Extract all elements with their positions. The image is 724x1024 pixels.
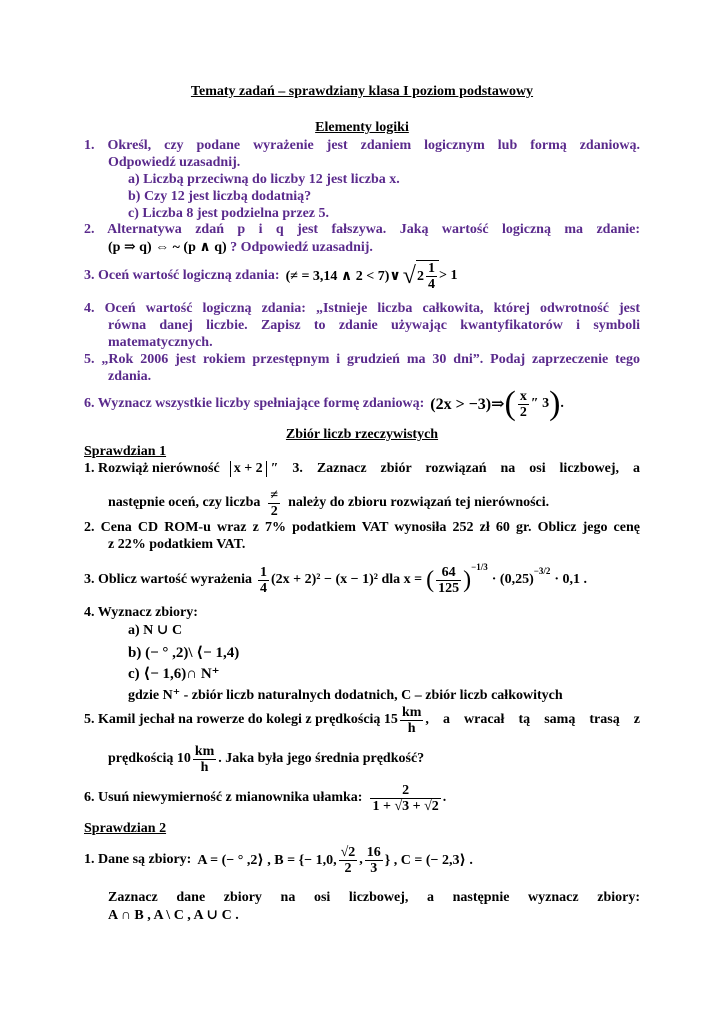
s2-q1-frac-b <box>365 845 383 876</box>
q3-text: 3. Oceń wartość logiczną zdania: <box>84 268 280 283</box>
s1-q5-unit <box>400 705 423 736</box>
s1-q5-line2 <box>108 741 424 777</box>
s1-q1-line1 <box>84 461 640 477</box>
q3-frac-den: 4 <box>427 277 435 292</box>
s1-q1b-pre: następnie oceń, czy liczba <box>108 495 261 510</box>
sqrt-sign: √ <box>402 262 416 289</box>
q4-line2: równa danej liczbie. Zapisz to zdanie używając kwantyfikatorów i symboli <box>108 318 640 333</box>
s2-q1-setC: } , C = (− 2,3⟩ . <box>384 852 473 868</box>
s1-q3-frac1-num: 1 <box>259 564 267 580</box>
s1-q3-tail: · (0,25) <box>491 572 534 587</box>
s1-q3-end: · 0,1 . <box>554 572 588 587</box>
s2-q1-line2: Zaznacz dane zbiory na osi liczbowej, a następnie wyznacz zbiory: <box>108 890 640 905</box>
q5-line2: zdania. <box>108 369 152 384</box>
section-title-logic: Elementy logiki <box>315 120 409 135</box>
q6-fraction <box>518 389 529 420</box>
s1-q1b-fraction <box>268 488 280 519</box>
q6-rest: ″ 3 <box>530 396 550 411</box>
s1-q3-paren-open: ( <box>426 566 435 593</box>
s1-q6-den: 1 + √3 + √2 <box>372 798 439 814</box>
s1-q5b-post: . Jaka była jego średnia prędkość? <box>218 751 425 766</box>
s1-q5-unit-den: h <box>407 720 416 736</box>
s1-q3-frac2-num: 64 <box>436 565 461 581</box>
q1-item-b: b) Czy 12 jest liczbą dodatnią? <box>128 189 312 204</box>
q3-expr: (≠ = 3,14 ∧ 2 < 7)∨ <box>285 268 401 284</box>
s1-q3-exp1: −1/3 <box>471 562 488 572</box>
s1-q3-frac2-den: 125 <box>438 580 460 596</box>
s1-q4-item-c: c) ⟨− 1,6)∩ N⁺ <box>128 666 220 682</box>
s1-q6-pre: 6. Usuń niewymierność z mianownika ułamka: <box>84 790 363 805</box>
s1-q6-fraction <box>370 783 440 814</box>
s1-q4-line: 4. Wyznacz zbiory: <box>84 605 198 620</box>
s1-q1-abs: x + 2 <box>230 461 267 477</box>
s1-q5-post: , a wracał tą samą trasą z <box>425 712 640 727</box>
s2-q1-comma: , <box>359 852 363 867</box>
s2-q1-line3: A ∩ B , A \ C , A ∪ C . <box>108 908 239 923</box>
q1-item-c: c) Liczba 8 jest podzielna przez 5. <box>128 206 330 221</box>
s1-q5b-unit-den: h <box>200 759 209 775</box>
s2-q1-line1 <box>84 838 473 882</box>
q6-expr: (2x > −3)⇒ <box>430 396 505 413</box>
q6-frac-num: x <box>519 388 527 404</box>
s1-q3-paren-close: ) <box>463 566 472 593</box>
s1-q3-line <box>84 558 587 602</box>
s1-q6-line <box>84 778 446 818</box>
q1-line2: Odpowiedź uzasadnij. <box>108 155 241 170</box>
s1-q3-pre: 3. Oblicz wartość wyrażenia <box>84 572 252 587</box>
q4-line3: matematycznych. <box>108 335 213 350</box>
q4-line1: 4. Oceń wartość logiczną zdania: „Istnieje liczba całkowita, której odwrotność jest <box>84 301 640 316</box>
s1-q1b-den: 2 <box>270 503 278 519</box>
q6-text: 6. Wyznacz wszystkie liczby spełniające formę zdaniową: <box>84 396 425 411</box>
s1-q2-line1: 2. Cena CD ROM-u wraz z 7% podatkiem VAT wynosiła 252 zł 60 gr. Oblicz jego cenę <box>84 520 640 535</box>
q2-line1: 2. Alternatywa zdań p i q jest fałszywa. Jaką wartość logiczną ma zdanie: <box>84 222 640 237</box>
s1-q5-unit-num: km <box>401 704 422 720</box>
q3-fraction <box>426 261 437 292</box>
q2-question: ? Odpowiedź uzasadnij. <box>226 240 373 255</box>
q6-paren-open: ( <box>504 385 516 422</box>
q6-paren-close: ) <box>549 385 561 422</box>
s1-q2-line2: z 22% podatkiem VAT. <box>108 537 246 552</box>
s1-q1b-post: należy do zbioru rozwiązań tej nierówności. <box>288 495 550 510</box>
s1-q4-item-b: b) (− ° ,2)\ ⟨− 1,4) <box>128 645 240 661</box>
q3-frac-num: 1 <box>427 261 435 276</box>
s1-q5-line1 <box>84 702 640 738</box>
s2-q1-frac-b-den: 3 <box>370 860 378 876</box>
document-title: Tematy zadań – sprawdziany klasa I poziom podstawowy <box>190 84 534 99</box>
s1-q5b-unit-num: km <box>194 743 215 759</box>
s2-q1-frac-a-num: √2 <box>340 844 356 860</box>
q6-end: . <box>560 396 564 411</box>
s1-q6-end: . <box>442 790 447 805</box>
q1-item-a: a) Liczbą przeciwną do liczby 12 jest liczba x. <box>128 172 400 187</box>
s2-q1-frac-a-den: 2 <box>344 860 352 876</box>
s1-q4-note: gdzie N⁺ - zbiór liczb naturalnych dodatnich, C – zbiór liczb całkowitych <box>128 688 563 703</box>
s1-q5b-unit <box>193 744 216 775</box>
s2-q1-frac-b-num: 16 <box>366 844 381 860</box>
s1-q1b-num: ≠ <box>270 487 279 503</box>
s1-q3-frac1-den: 4 <box>259 580 267 596</box>
s1-q6-num: 2 <box>370 783 440 799</box>
s1-q1-post: ″ 3. Zaznacz zbiór rozwiązań na osi liczbowej, a <box>270 461 640 476</box>
q5-line1: 5. „Rok 2006 jest rokiem przestępnym i grudzień ma 30 dni”. Podaj zaprzeczenie tego <box>84 352 640 367</box>
s1-q3-frac2 <box>436 565 461 596</box>
s1-q4-item-a: a) N ∪ C <box>128 623 183 638</box>
s2-q1-frac-a <box>339 845 358 876</box>
q3-line <box>84 258 457 294</box>
s2-q1-pre: 1. Dane są zbiory: <box>84 852 192 867</box>
s1-q5b-pre: prędkością 10 <box>108 751 191 766</box>
section-title-real-numbers: Zbiór liczb rzeczywistych <box>285 427 439 442</box>
s1-q1-line2 <box>108 486 549 520</box>
q3-radicand <box>416 260 439 292</box>
s2-q1-setA: A = (− ° ,2⟩ , B = {− 1,0, <box>197 852 337 868</box>
q3-int: 2 <box>416 268 424 284</box>
sprawdzian-1-label: Sprawdzian 1 <box>84 444 167 459</box>
q3-rest: > 1 <box>438 268 458 283</box>
s1-q3-frac1 <box>258 565 269 596</box>
s1-q3-exp2: −3/2 <box>533 566 551 576</box>
q6-frac-den: 2 <box>519 404 527 420</box>
s1-q3-mid: (2x + 2)² − (x − 1)² dla x = <box>270 572 423 587</box>
q2-formula: (p ⇒ q) ⇔ ~ (p ∧ q) <box>108 240 227 255</box>
q1-line1: 1. Określ, czy podane wyrażenie jest zdaniem logicznym lub formą zdaniową. <box>84 138 640 153</box>
s1-q5-pre: 5. Kamil jechał na rowerze do kolegi z prędkością 15 <box>84 712 398 727</box>
q6-line <box>84 384 564 424</box>
s1-q1-pre: 1. Rozwiąż nierówność <box>84 461 220 476</box>
q2-line2 <box>108 239 373 256</box>
sprawdzian-2-label: Sprawdzian 2 <box>84 821 167 836</box>
